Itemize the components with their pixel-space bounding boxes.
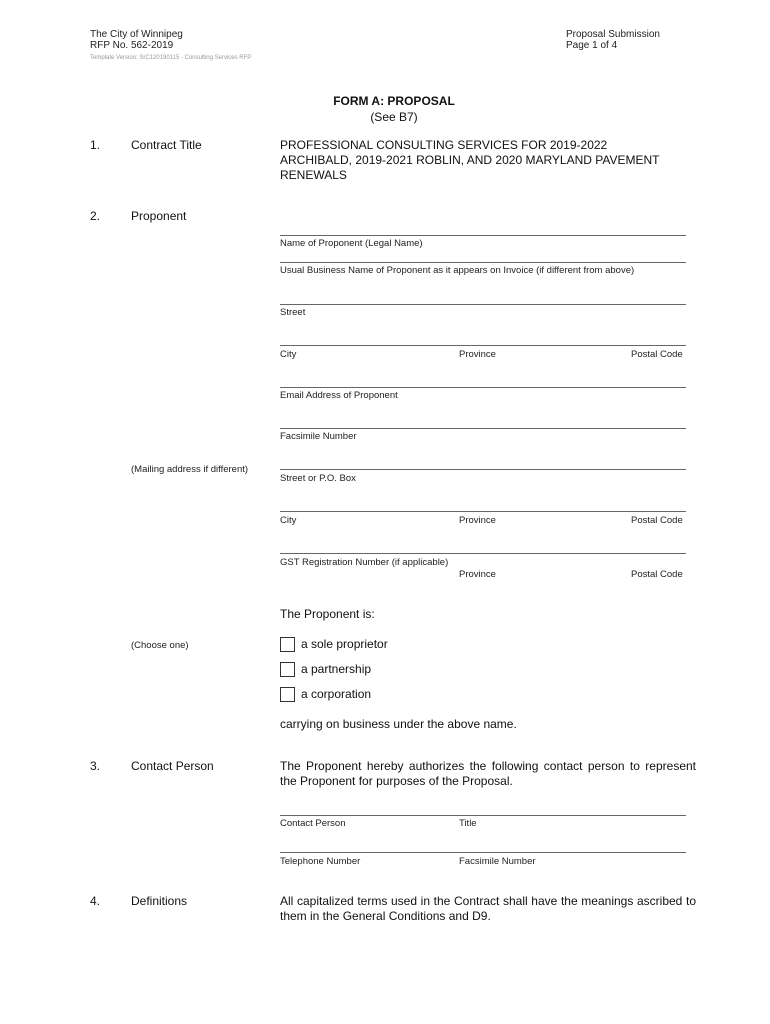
- header-proposal-submission: Proposal Submission: [566, 29, 660, 40]
- mailing-postal-label: Postal Code: [631, 515, 683, 526]
- mailing-street-field[interactable]: [280, 469, 686, 470]
- province-label: Province: [459, 349, 496, 360]
- header-page-number: Page 1 of 4: [566, 40, 618, 51]
- section-2-label: Proponent: [131, 209, 187, 223]
- section-2-number: 2.: [90, 209, 101, 223]
- partnership-checkbox[interactable]: [280, 662, 295, 677]
- contact-person-field[interactable]: [280, 815, 686, 816]
- section-3-number: 3.: [90, 759, 101, 773]
- mailing-address-label: (Mailing address if different): [131, 464, 249, 475]
- fax-field[interactable]: [280, 428, 686, 429]
- mailing-province-label: Province: [459, 515, 496, 526]
- proponent-legal-name-field[interactable]: [280, 235, 686, 236]
- header-rfp-number: RFP No. 562-2019: [90, 40, 174, 51]
- template-version: Template Version: SrC120190115 - Consulting Services RFP: [90, 55, 252, 61]
- section-4-label: Definitions: [131, 894, 188, 908]
- section-4-number: 4.: [90, 894, 101, 908]
- gst-postal-label: Postal Code: [631, 569, 683, 580]
- contact-fax-label: Facsimile Number: [459, 856, 536, 867]
- telephone-field[interactable]: [280, 852, 686, 853]
- section-1-number: 1.: [90, 138, 101, 152]
- gst-label: GST Registration Number (if applicable): [280, 557, 449, 568]
- sole-proprietor-label: a sole proprietor: [301, 637, 388, 651]
- definitions-paragraph: All capitalized terms used in the Contract shall have the meanings ascribed to them in the General Conditions and D9.: [280, 894, 696, 923]
- contract-title-line-2: ARCHIBALD, 2019-2021 ROBLIN, AND 2020 MARYLAND PAVEMENT: [280, 153, 660, 167]
- telephone-label: Telephone Number: [280, 856, 361, 867]
- city-label: City: [280, 349, 297, 360]
- gst-field[interactable]: [280, 553, 686, 554]
- contact-person-label: Contact Person: [280, 818, 346, 829]
- section-1-label: Contract Title: [131, 138, 202, 152]
- postal-code-label: Postal Code: [631, 349, 683, 360]
- mailing-city-label: City: [280, 515, 297, 526]
- street-field[interactable]: [280, 304, 686, 305]
- corporation-label: a corporation: [301, 687, 372, 701]
- business-name-label: Usual Business Name of Proponent as it appears on Invoice (if different from above): [280, 265, 635, 276]
- section-3-label: Contact Person: [131, 759, 214, 773]
- corporation-checkbox[interactable]: [280, 687, 295, 702]
- city-province-postal-field[interactable]: [280, 345, 686, 346]
- contract-title-line-3: RENEWALS: [280, 168, 347, 182]
- contract-title-line-1: PROFESSIONAL CONSULTING SERVICES FOR 2019-2022: [280, 138, 608, 152]
- proponent-is-heading: The Proponent is:: [280, 607, 375, 621]
- email-label: Email Address of Proponent: [280, 390, 398, 401]
- partnership-label: a partnership: [301, 662, 372, 676]
- gst-province-label: Province: [459, 569, 496, 580]
- fax-label: Facsimile Number: [280, 431, 357, 442]
- carrying-on-business-text: carrying on business under the above name.: [280, 717, 517, 731]
- form-title: FORM A: PROPOSAL: [333, 94, 455, 108]
- business-name-field[interactable]: [280, 262, 686, 263]
- mailing-city-field[interactable]: [280, 511, 686, 512]
- proponent-legal-name-label: Name of Proponent (Legal Name): [280, 238, 423, 249]
- form-subtitle: (See B7): [370, 110, 418, 124]
- contact-title-label: Title: [459, 818, 477, 829]
- choose-one-label: (Choose one): [131, 640, 189, 651]
- sole-proprietor-checkbox[interactable]: [280, 637, 295, 652]
- header-org: The City of Winnipeg: [90, 29, 183, 40]
- email-field[interactable]: [280, 387, 686, 388]
- mailing-street-label: Street or P.O. Box: [280, 473, 356, 484]
- contact-person-paragraph: The Proponent hereby authorizes the following contact person to represent the Proponent for purposes of the Proposal.: [280, 759, 696, 788]
- street-label: Street: [280, 307, 306, 318]
